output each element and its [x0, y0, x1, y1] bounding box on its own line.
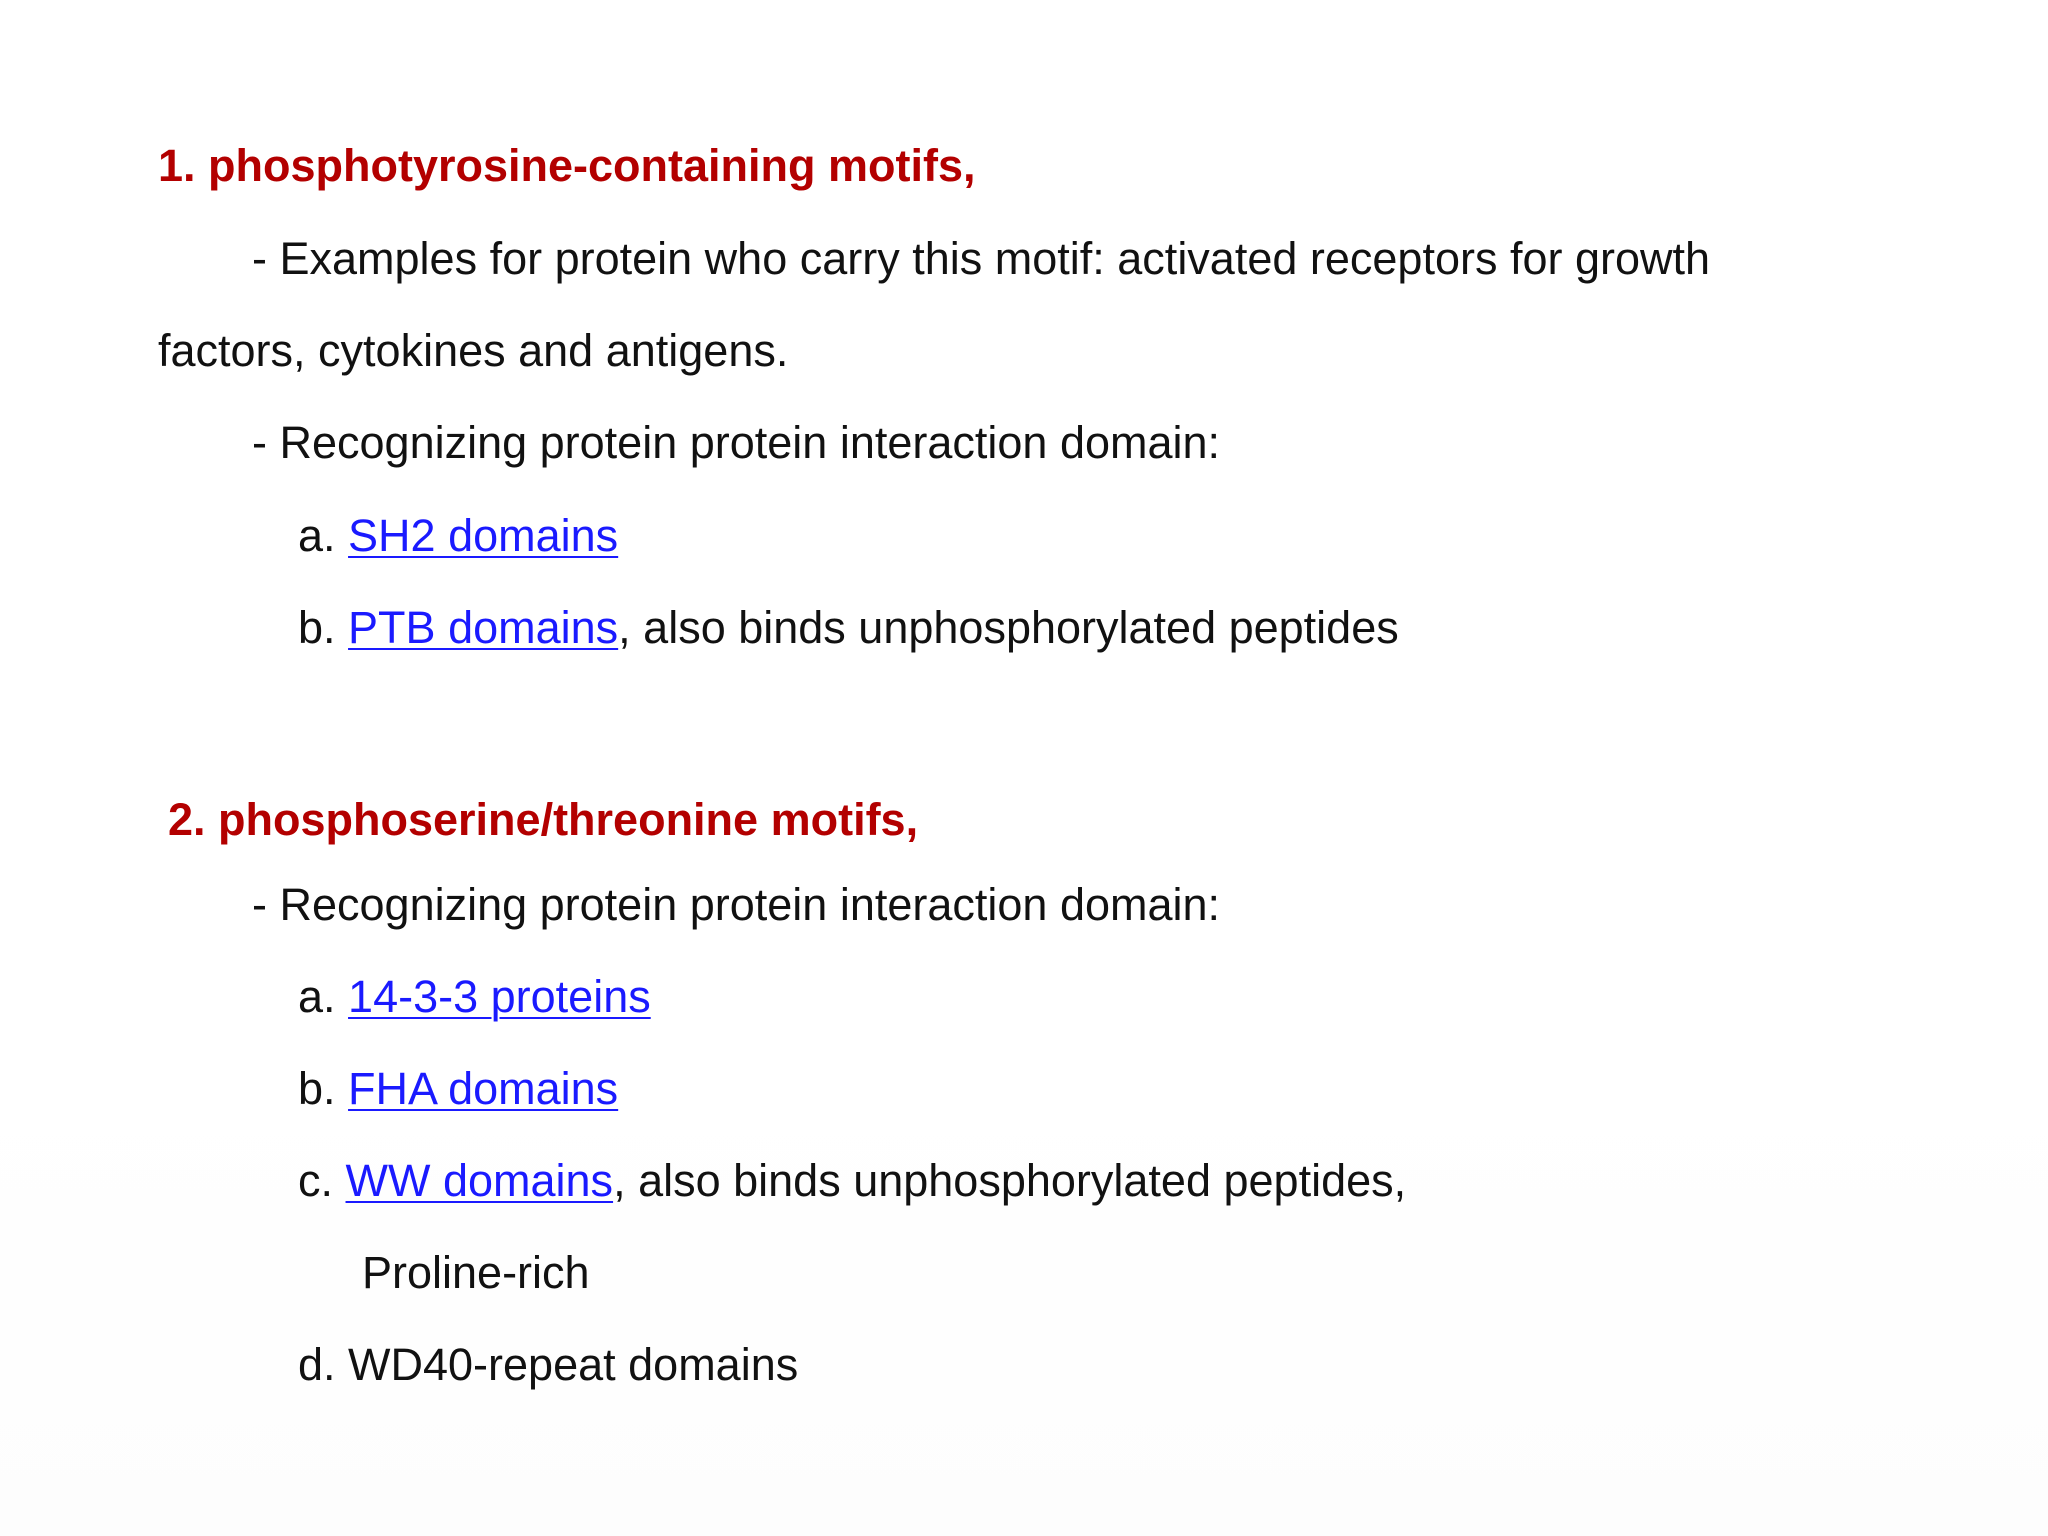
- section2-recognizing: - Recognizing protein protein interaction domain:: [252, 879, 1221, 930]
- sh2-domains-link[interactable]: SH2 domains: [348, 510, 619, 561]
- section2-item-d: d. WD40-repeat domains: [298, 1339, 799, 1390]
- ptb-domains-link[interactable]: PTB domains: [348, 602, 619, 653]
- section2-item-c: [298, 1155, 1407, 1206]
- item-suffix: , also binds unphosphorylated peptides,: [613, 1155, 1407, 1206]
- fha-domains-link[interactable]: FHA domains: [348, 1063, 619, 1114]
- section2-item-a: [298, 971, 651, 1022]
- section1-examples-line1: - Examples for protein who carry this motif: activated receptors for growth: [252, 233, 1711, 284]
- item-prefix: a.: [298, 971, 349, 1022]
- section1-heading: 1. phosphotyrosine-containing motifs,: [158, 140, 976, 191]
- item-prefix: a.: [298, 510, 349, 561]
- section1-item-a: [298, 510, 619, 561]
- item-suffix: , also binds unphosphorylated peptides: [618, 602, 1399, 653]
- section1-item-b: [298, 602, 1399, 653]
- item-prefix: b.: [298, 1063, 349, 1114]
- ww-domains-link[interactable]: WW domains: [345, 1155, 614, 1206]
- section1-recognizing: - Recognizing protein protein interaction domain:: [252, 417, 1221, 468]
- section2-item-b: [298, 1063, 619, 1114]
- item-prefix: b.: [298, 602, 349, 653]
- section2-heading: 2. phosphoserine/threonine motifs,: [168, 794, 919, 845]
- item-prefix: c.: [298, 1155, 346, 1206]
- section2-item-c-continuation: Proline-rich: [362, 1247, 590, 1298]
- section1-examples-line2: factors, cytokines and antigens.: [158, 325, 789, 376]
- 14-3-3-proteins-link[interactable]: 14-3-3 proteins: [348, 971, 651, 1022]
